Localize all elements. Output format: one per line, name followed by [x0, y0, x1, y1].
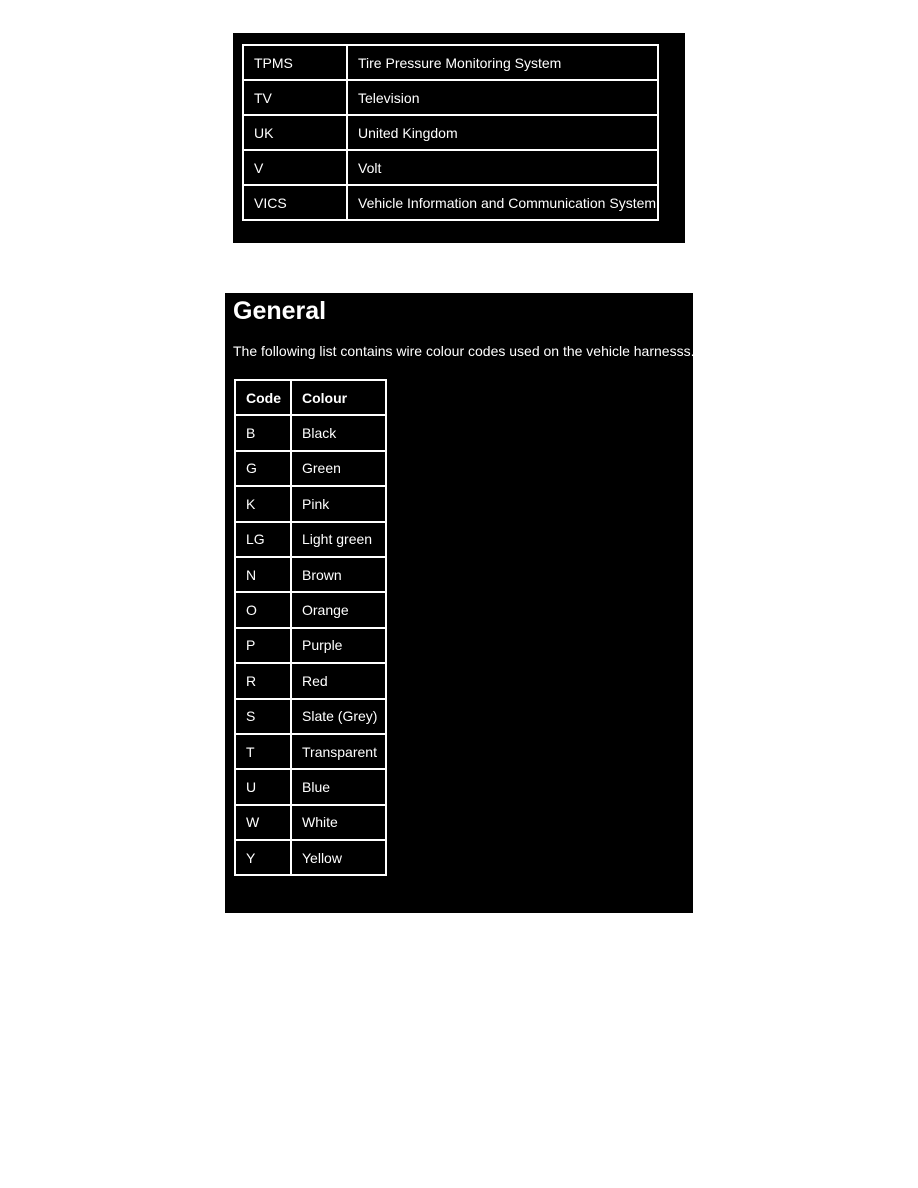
- abbreviation-cell: TV: [243, 80, 347, 115]
- colour-cell: Black: [291, 415, 386, 450]
- abbreviations-table: [242, 44, 659, 221]
- section-title: General: [233, 297, 327, 325]
- table-row: [243, 185, 658, 220]
- table-row: [235, 486, 386, 521]
- colour-cell: Light green: [291, 522, 386, 557]
- table-row: [235, 734, 386, 769]
- code-cell: B: [235, 415, 291, 450]
- table-row: [235, 805, 386, 840]
- code-cell: T: [235, 734, 291, 769]
- colour-cell: White: [291, 805, 386, 840]
- table-row: [243, 115, 658, 150]
- intro-text: The following list contains wire colour codes used on the vehicle harnesss.: [233, 343, 695, 359]
- table-row: [235, 628, 386, 663]
- table-row: [243, 45, 658, 80]
- colour-cell: Brown: [291, 557, 386, 592]
- table-row: [235, 840, 386, 875]
- code-cell: N: [235, 557, 291, 592]
- wire-colour-table: [234, 379, 387, 876]
- colour-cell: Green: [291, 451, 386, 486]
- colour-cell: Red: [291, 663, 386, 698]
- code-cell: R: [235, 663, 291, 698]
- table-row: [235, 415, 386, 450]
- general-panel: [225, 293, 693, 913]
- colour-cell: Blue: [291, 769, 386, 804]
- code-cell: O: [235, 592, 291, 627]
- table-row: [235, 699, 386, 734]
- code-cell: W: [235, 805, 291, 840]
- code-cell: K: [235, 486, 291, 521]
- code-cell: Y: [235, 840, 291, 875]
- colour-header: Colour: [291, 380, 386, 415]
- colour-cell: Slate (Grey): [291, 699, 386, 734]
- colour-cell: Yellow: [291, 840, 386, 875]
- colour-cell: Purple: [291, 628, 386, 663]
- abbreviations-panel: [233, 33, 685, 243]
- code-cell: G: [235, 451, 291, 486]
- meaning-cell: United Kingdom: [347, 115, 658, 150]
- table-row: [235, 451, 386, 486]
- meaning-cell: Vehicle Information and Communication System: [347, 185, 658, 220]
- code-header: Code: [235, 380, 291, 415]
- table-row: [243, 80, 658, 115]
- code-cell: LG: [235, 522, 291, 557]
- table-row: [235, 557, 386, 592]
- code-cell: U: [235, 769, 291, 804]
- abbreviation-cell: TPMS: [243, 45, 347, 80]
- meaning-cell: Tire Pressure Monitoring System: [347, 45, 658, 80]
- table-row: [235, 663, 386, 698]
- table-row: [235, 522, 386, 557]
- abbreviation-cell: UK: [243, 115, 347, 150]
- table-row: [235, 592, 386, 627]
- table-row: [235, 769, 386, 804]
- colour-cell: Orange: [291, 592, 386, 627]
- table-row: [243, 150, 658, 185]
- abbreviation-cell: VICS: [243, 185, 347, 220]
- abbreviation-cell: V: [243, 150, 347, 185]
- meaning-cell: Volt: [347, 150, 658, 185]
- colour-cell: Transparent: [291, 734, 386, 769]
- colour-cell: Pink: [291, 486, 386, 521]
- code-cell: S: [235, 699, 291, 734]
- code-cell: P: [235, 628, 291, 663]
- meaning-cell: Television: [347, 80, 658, 115]
- table-header-row: [235, 380, 386, 415]
